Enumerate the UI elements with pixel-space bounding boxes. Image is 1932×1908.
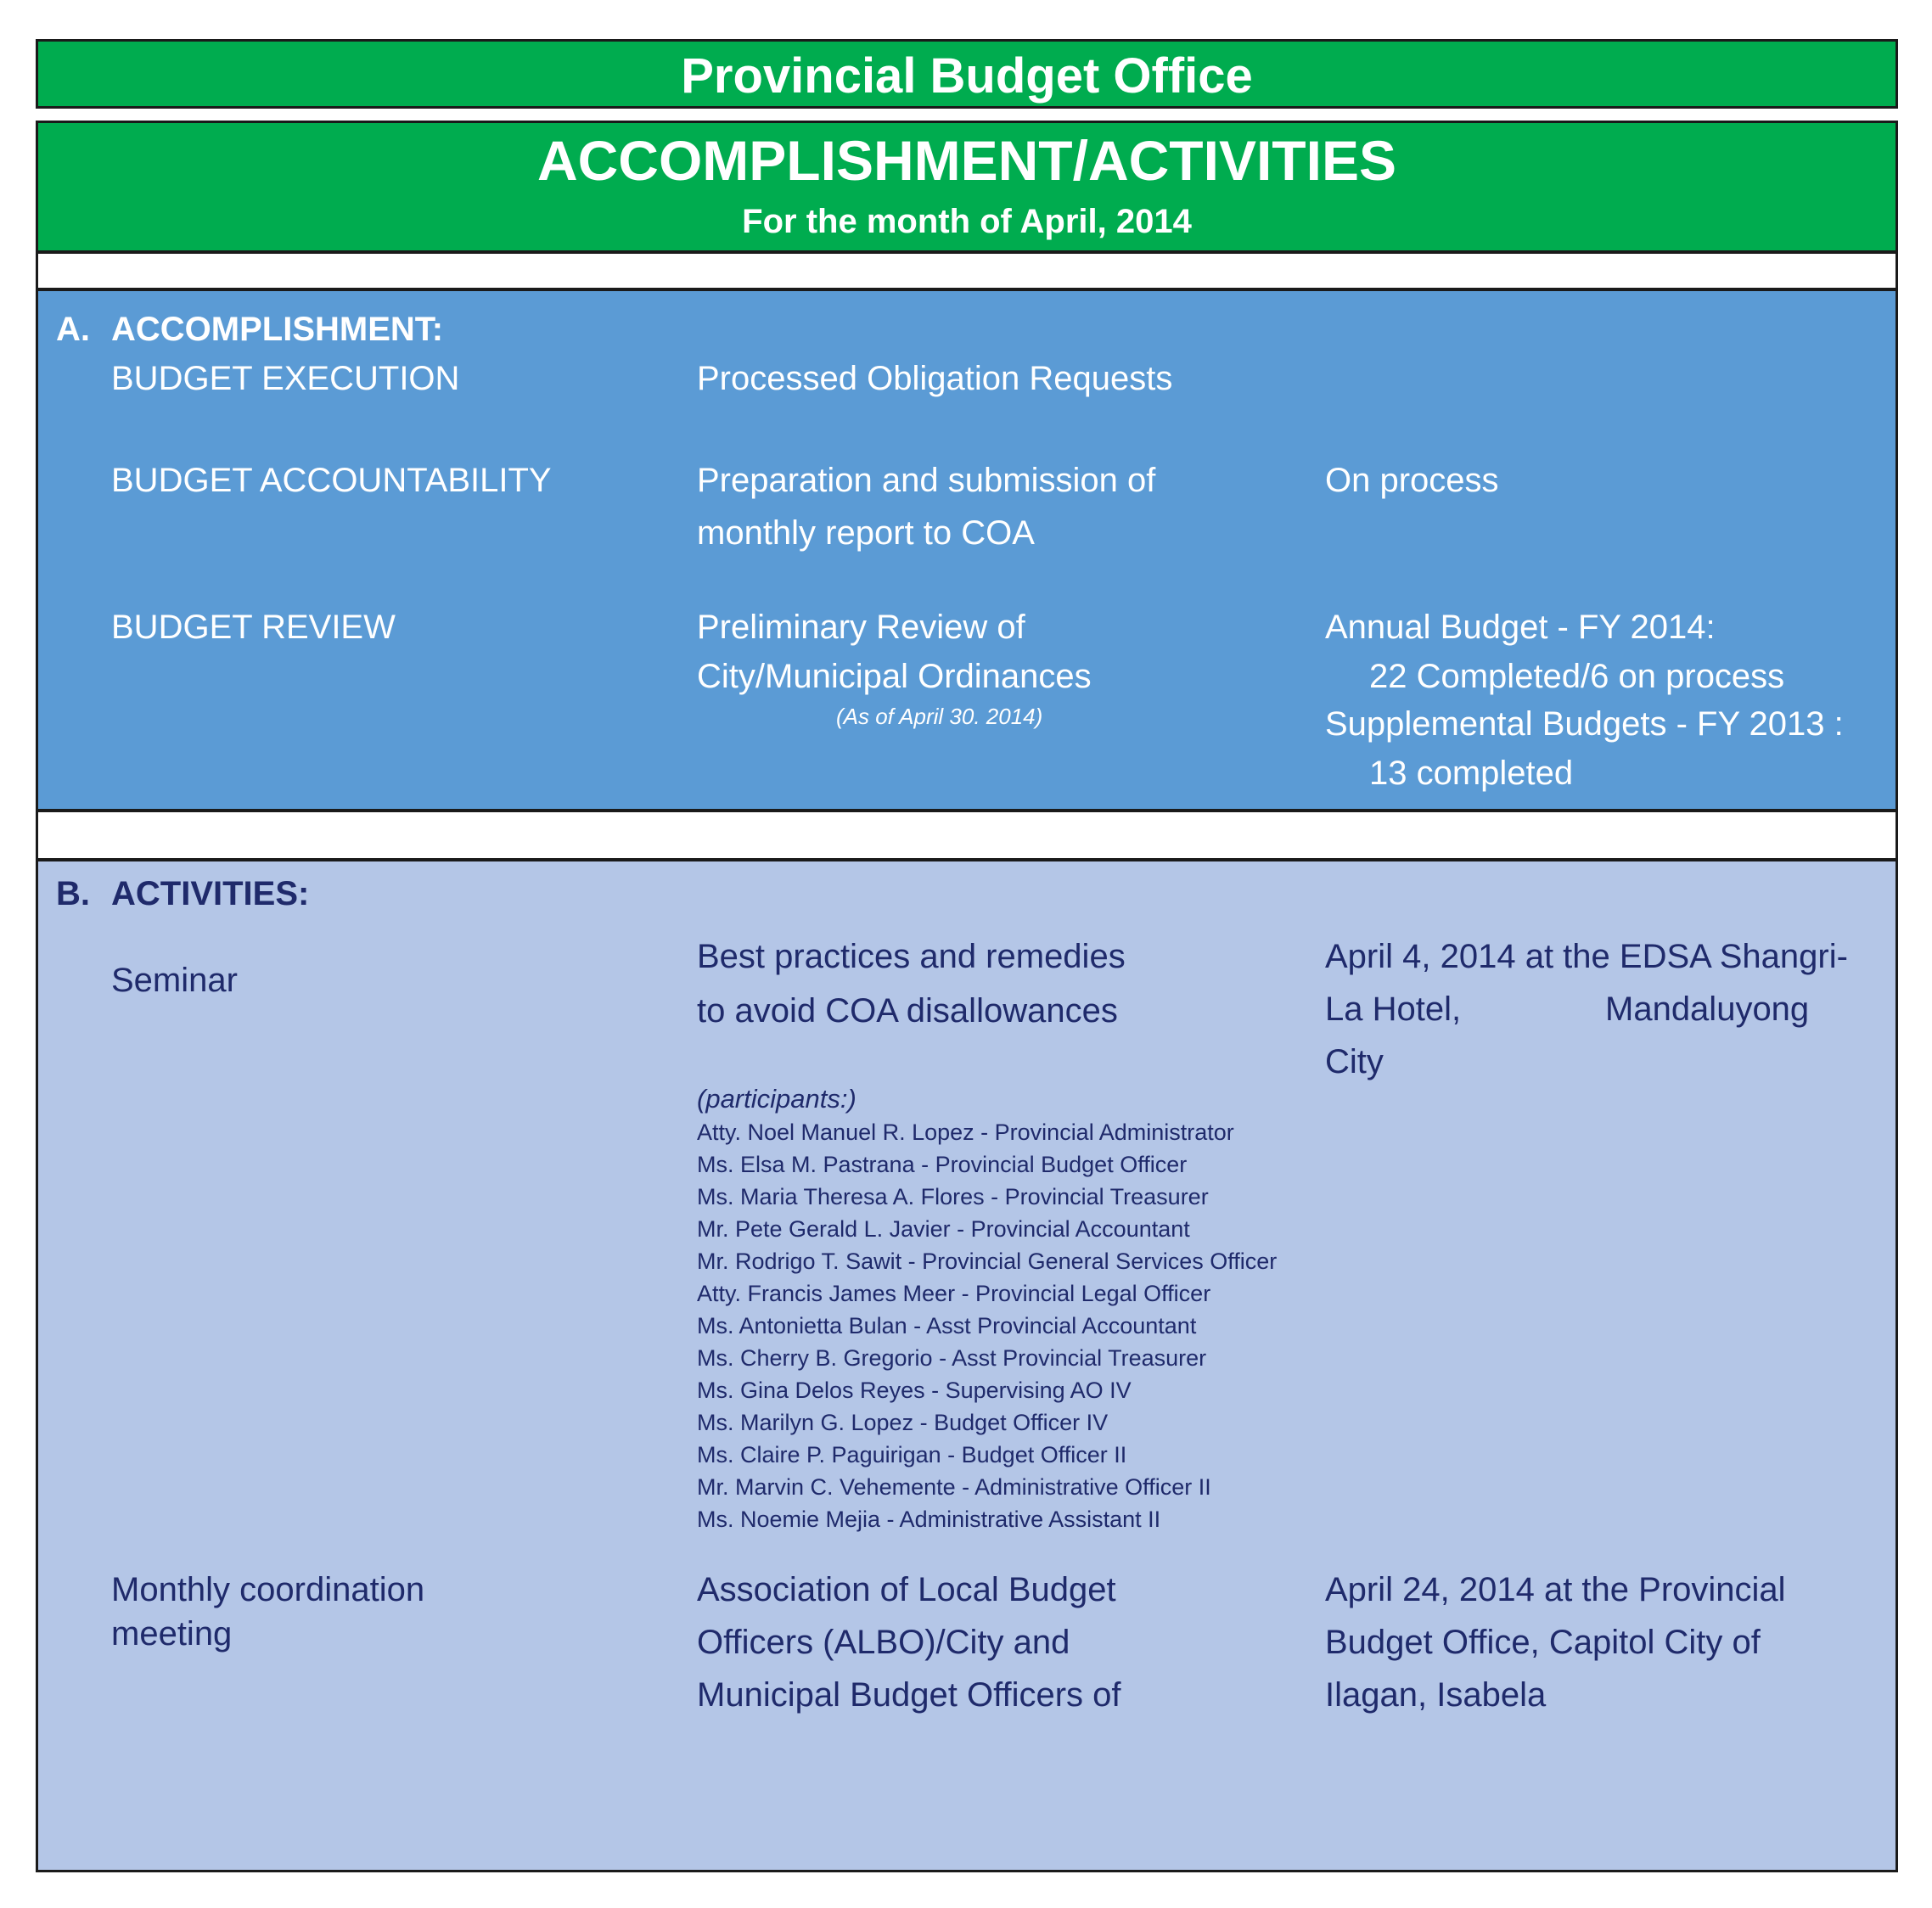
budget-review-note: (As of April 30. 2014) xyxy=(836,704,1043,729)
budget-review-status: Supplemental Budgets - FY 2013 : xyxy=(1325,705,1844,743)
participant-item: Ms. Cherry B. Gregorio - Asst Provincial Treasurer xyxy=(697,1345,1207,1371)
office-title: Provincial Budget Office xyxy=(681,48,1253,104)
budget-accountability-label: BUDGET ACCOUNTABILITY xyxy=(111,462,552,499)
meeting-venue: April 24, 2014 at the Provincial xyxy=(1325,1571,1786,1608)
meeting-title: Association of Local Budget xyxy=(697,1571,1116,1608)
meeting-label: meeting xyxy=(111,1615,233,1653)
seminar-venue: April 4, 2014 at the EDSA Shangri- xyxy=(1325,938,1848,975)
participant-item: Atty. Francis James Meer - Provincial Legal Officer xyxy=(697,1281,1211,1306)
section-letter: B. xyxy=(56,875,90,912)
seminar-label: Seminar xyxy=(111,962,238,999)
participant-item: Ms. Antonietta Bulan - Asst Provincial Accountant xyxy=(697,1313,1197,1338)
seminar-venue: City xyxy=(1325,1043,1384,1080)
budget-review-description: City/Municipal Ordinances xyxy=(697,658,1092,695)
participant-item: Atty. Noel Manuel R. Lopez - Provincial Administrator xyxy=(697,1120,1234,1145)
meeting-venue: Budget Office, Capitol City of xyxy=(1325,1624,1761,1661)
budget-review-label: BUDGET REVIEW xyxy=(111,609,396,646)
participants-list xyxy=(697,1116,1277,1535)
budget-accountability-description: monthly report to COA xyxy=(697,514,1035,552)
participant-item: Ms. Claire P. Paguirigan - Budget Officer II xyxy=(697,1442,1127,1467)
seminar-title: Best practices and remedies xyxy=(697,938,1126,975)
accomplishment-section xyxy=(36,289,1898,811)
seminar-venue: Mandaluyong xyxy=(1605,990,1810,1028)
seminar-title: to avoid COA disallowances xyxy=(697,992,1118,1030)
report-title: ACCOMPLISHMENT/ACTIVITIES xyxy=(536,129,1396,192)
budget-execution-label: BUDGET EXECUTION xyxy=(111,360,460,397)
section-heading: ACCOMPLISHMENT: xyxy=(111,311,444,348)
participant-item: Mr. Rodrigo T. Sawit - Provincial General Services Officer xyxy=(697,1249,1278,1274)
participant-item: Ms. Gina Delos Reyes - Supervising AO IV xyxy=(697,1378,1132,1403)
meeting-title: Officers (ALBO)/City and xyxy=(697,1624,1070,1661)
participant-item: Ms. Elsa M. Pastrana - Provincial Budget Officer xyxy=(697,1152,1188,1177)
participant-item: Ms. Noemie Mejia - Administrative Assistant II xyxy=(697,1507,1161,1532)
report-subtitle: For the month of April, 2014 xyxy=(742,203,1192,240)
budget-review-status: 22 Completed/6 on process xyxy=(1369,658,1785,695)
budget-execution-description: Processed Obligation Requests xyxy=(697,360,1173,397)
budget-review-status: 13 completed xyxy=(1369,755,1574,792)
meeting-venue: Ilagan, Isabela xyxy=(1325,1676,1547,1714)
spacer-row xyxy=(36,251,1898,290)
budget-review-description: Preliminary Review of xyxy=(697,609,1025,646)
section-heading: ACTIVITIES: xyxy=(111,875,310,912)
participant-item: Ms. Marilyn G. Lopez - Budget Officer IV xyxy=(697,1410,1109,1435)
participant-item: Mr. Pete Gerald L. Javier - Provincial Accountant xyxy=(697,1216,1190,1242)
budget-accountability-description: Preparation and submission of xyxy=(697,462,1156,499)
participant-item: Mr. Marvin C. Vehemente - Administrative Officer II xyxy=(697,1474,1211,1500)
budget-review-status: Annual Budget - FY 2014: xyxy=(1325,609,1716,646)
activities-section xyxy=(36,859,1898,1872)
seminar-venue: La Hotel, xyxy=(1325,990,1462,1028)
meeting-label: Monthly coordination xyxy=(111,1571,425,1608)
participants-title: (participants:) xyxy=(697,1084,856,1114)
meeting-title: Municipal Budget Officers of xyxy=(697,1676,1121,1714)
participant-item: Ms. Maria Theresa A. Flores - Provincial Treasurer xyxy=(697,1184,1209,1209)
office-header xyxy=(36,39,1898,109)
title-header xyxy=(36,121,1898,253)
spacer-row xyxy=(36,810,1898,861)
section-letter: A. xyxy=(56,311,90,348)
budget-accountability-status: On process xyxy=(1325,462,1499,499)
